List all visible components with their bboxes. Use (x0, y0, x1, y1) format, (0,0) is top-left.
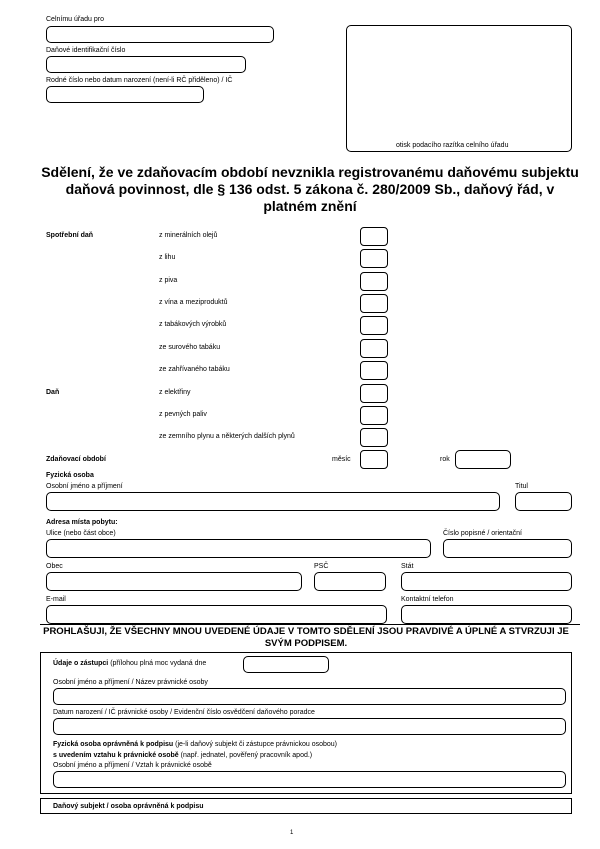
tax-checkbox-natural-gas[interactable] (360, 428, 388, 447)
representative-name-label: Osobní jméno a příjmení / Název právnické osoby (53, 679, 208, 686)
tax-checkbox-electricity[interactable] (360, 384, 388, 403)
email-field[interactable] (46, 605, 387, 624)
excise-item-mineral-oils: z minerálních olejů (159, 232, 218, 239)
tax-checkbox-solid-fuels[interactable] (360, 406, 388, 425)
stamp-box (346, 25, 572, 152)
declaration-text: PROHLAŠUJI, ŽE VŠECHNY MNOU UVEDENÉ ÚDAJE V TOMTO SDĚLENÍ JSOU PRAVDIVÉ A ÚPLNÉ A STVRZUJI JE SVÝM PODPISEM. (43, 626, 569, 649)
signer-note: (je-li daňový subjekt či zástupce právnickou osobou) (175, 741, 338, 748)
excise-checkbox-wine[interactable] (360, 294, 388, 313)
year-field[interactable] (455, 450, 511, 469)
tax-id-label: Daňové identifikační číslo (46, 47, 126, 54)
declaration-top-rule (40, 624, 580, 625)
excise-checkbox-spirits[interactable] (360, 249, 388, 268)
relation-heading-line (53, 751, 312, 760)
house-number-label: Číslo popisné / orientační (443, 530, 522, 537)
house-number-field[interactable] (443, 539, 572, 558)
excise-checkbox-mineral-oils[interactable] (360, 227, 388, 246)
month-label: měsíc (332, 456, 351, 463)
excise-item-wine: z vína a meziproduktů (159, 299, 228, 306)
year-label: rok (440, 456, 450, 463)
excise-checkbox-beer[interactable] (360, 272, 388, 291)
excise-checkbox-heated-tobacco[interactable] (360, 361, 388, 380)
tax-id-field[interactable] (46, 56, 246, 73)
excise-item-tobacco-products: z tabákových výrobků (159, 321, 227, 328)
person-name-field[interactable] (46, 492, 500, 511)
signer-heading: Fyzická osoba oprávněná k podpisu (53, 741, 174, 748)
representative-name-field[interactable] (53, 688, 566, 705)
page-number: 1 (290, 830, 294, 836)
signer-name-field[interactable] (53, 771, 566, 788)
city-label: Obec (46, 563, 63, 570)
signature-label: Daňový subjekt / osoba oprávněná k podpisu (53, 803, 204, 810)
person-name-label: Osobní jméno a příjmení (46, 483, 123, 490)
birth-id-label: Rodné číslo nebo datum narození (není-li RČ přiděleno) / IČ (46, 77, 233, 84)
state-field[interactable] (401, 572, 572, 591)
zip-label: PSČ (314, 563, 329, 570)
relation-note: (např. jednatel, pověřený pracovník apod.) (180, 752, 313, 759)
email-label: E-mail (46, 596, 66, 603)
phone-label: Kontaktní telefon (401, 596, 454, 603)
person-heading: Fyzická osoba (46, 472, 94, 479)
period-label: Zdaňovací období (46, 456, 106, 463)
office-field[interactable] (46, 26, 274, 43)
zip-field[interactable] (314, 572, 386, 591)
excise-item-raw-tobacco: ze surového tabáku (159, 344, 221, 351)
representative-heading-line (53, 659, 206, 668)
excise-checkbox-raw-tobacco[interactable] (360, 339, 388, 358)
excise-item-spirits: z lihu (159, 254, 176, 261)
street-field[interactable] (46, 539, 431, 558)
excise-heading: Spotřební daň (46, 232, 94, 239)
signer-name-label: Osobní jméno a příjmení / Vztah k právnické osobě (53, 762, 212, 769)
person-title-label: Titul (515, 483, 528, 490)
city-field[interactable] (46, 572, 302, 591)
office-label: Celnímu úřadu pro (46, 16, 104, 23)
stamp-label: otisk podacího razítka celního úřadu (396, 142, 509, 149)
power-of-attorney-date-field[interactable] (243, 656, 329, 673)
address-heading: Adresa místa pobytu: (46, 519, 118, 526)
representative-id-label: Datum narození / IČ právnické osoby / Evidenční číslo osvědčení daňového poradce (53, 709, 315, 716)
month-field[interactable] (360, 450, 388, 469)
street-label: Ulice (nebo část obce) (46, 530, 116, 537)
person-title-field[interactable] (515, 492, 572, 511)
phone-field[interactable] (401, 605, 572, 624)
birth-id-field[interactable] (46, 86, 204, 103)
relation-heading: s uvedením vztahu k právnické osobě (53, 752, 179, 759)
tax-heading: Daň (46, 389, 60, 396)
document-title: Sdělení, že ve zdaňovacím období nevznikla registrovanému daňovému subjektu daňová povinnost, dle § 136 odst. 5 zákona č. 280/2009 Sb., daňový řád, v platném znění (41, 164, 579, 214)
representative-heading: Údaje o zástupci (53, 660, 109, 667)
tax-item-electricity: z elektřiny (159, 389, 191, 396)
tax-item-natural-gas: ze zemního plynu a některých dalších plynů (159, 433, 295, 440)
representative-id-field[interactable] (53, 718, 566, 735)
excise-checkbox-tobacco-products[interactable] (360, 316, 388, 335)
signer-heading-line (53, 740, 337, 749)
tax-item-solid-fuels: z pevných paliv (159, 411, 207, 418)
excise-item-heated-tobacco: ze zahřívaného tabáku (159, 366, 230, 373)
state-label: Stát (401, 563, 414, 570)
representative-heading-note: (přílohou plná moc vydaná dne (110, 660, 207, 667)
excise-item-beer: z piva (159, 277, 178, 284)
